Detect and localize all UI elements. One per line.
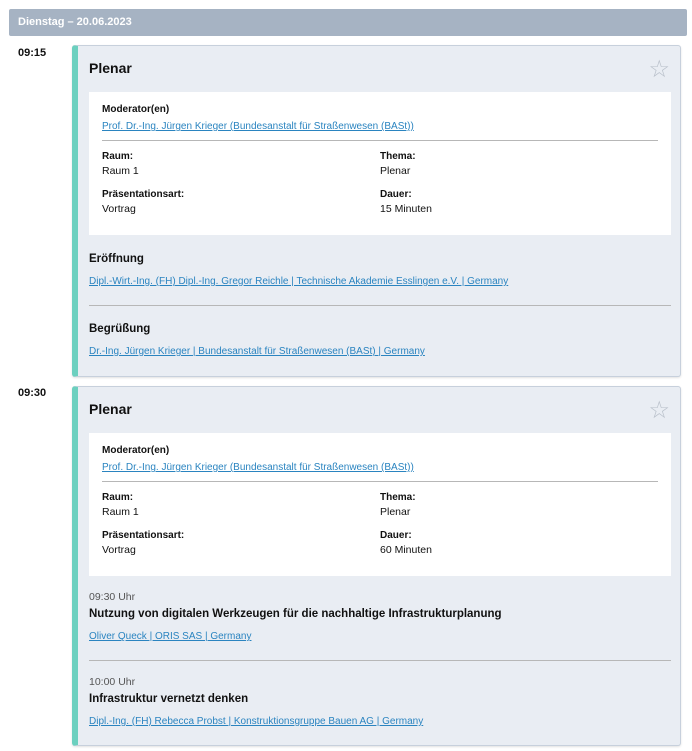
- session-card: [72, 386, 681, 746]
- room-value: Raum 1: [102, 506, 139, 518]
- talk-item: [89, 591, 671, 644]
- talk-item: [89, 253, 671, 289]
- star-icon[interactable]: ☆: [648, 397, 670, 424]
- duration-label: Dauer:: [380, 530, 412, 541]
- moderator-link[interactable]: Prof. Dr.-Ing. Jürgen Krieger (Bundesanstalt für Straßenwesen (BASt)): [102, 462, 414, 473]
- session-title: Plenar: [89, 60, 132, 76]
- room-label: Raum:: [102, 492, 134, 503]
- session-time: 09:30: [18, 387, 47, 399]
- duration-value: 15 Minuten: [380, 203, 432, 215]
- session-time: 09:15: [18, 47, 47, 59]
- divider: [89, 305, 671, 306]
- session-info-panel: [89, 433, 671, 576]
- session-title: Plenar: [89, 401, 132, 417]
- room-value: Raum 1: [102, 165, 139, 177]
- talk-time: 09:30 Uhr: [89, 591, 136, 603]
- topic-value: Plenar: [380, 165, 411, 177]
- talk-time: 10:00 Uhr: [89, 676, 136, 688]
- speaker-link[interactable]: Oliver Queck | ORIS SAS | Germany: [89, 631, 252, 642]
- topic-value: Plenar: [380, 506, 411, 518]
- room-label: Raum:: [102, 151, 134, 162]
- moderator-label: Moderator(en): [102, 445, 170, 456]
- speaker-link[interactable]: Dr.-Ing. Jürgen Krieger | Bundesanstalt für Straßenwesen (BASt) | Germany: [89, 346, 425, 357]
- session-info-panel: [89, 92, 671, 235]
- talk-title: Infrastruktur vernetzt denken: [89, 693, 249, 705]
- day-header: Dienstag – 20.06.2023: [9, 9, 687, 36]
- talk-title: Nutzung von digitalen Werkzeugen für die nachhaltige Infrastrukturplanung: [89, 608, 502, 620]
- star-icon[interactable]: ☆: [648, 56, 670, 83]
- duration-label: Dauer:: [380, 189, 412, 200]
- duration-value: 60 Minuten: [380, 544, 432, 556]
- moderator-label: Moderator(en): [102, 104, 170, 115]
- presentation-type-value: Vortrag: [102, 544, 136, 556]
- presentation-type-label: Präsentationsart:: [102, 189, 185, 200]
- presentation-type-label: Präsentationsart:: [102, 530, 185, 541]
- topic-label: Thema:: [380, 151, 416, 162]
- talk-item: [89, 676, 671, 729]
- speaker-link[interactable]: Dipl.-Wirt.-Ing. (FH) Dipl.-Ing. Gregor Reichle | Technische Akademie Esslingen e.V. | Germany: [89, 276, 509, 287]
- presentation-type-value: Vortrag: [102, 203, 136, 215]
- speaker-link[interactable]: Dipl.-Ing. (FH) Rebecca Probst | Konstruktionsgruppe Bauen AG | Germany: [89, 716, 424, 727]
- session-card: [72, 45, 681, 377]
- topic-label: Thema:: [380, 492, 416, 503]
- moderator-link[interactable]: Prof. Dr.-Ing. Jürgen Krieger (Bundesanstalt für Straßenwesen (BASt)): [102, 121, 414, 132]
- divider: [89, 660, 671, 661]
- talk-item: [89, 323, 671, 359]
- talk-title: Eröffnung: [89, 253, 144, 265]
- talk-title: Begrüßung: [89, 323, 151, 335]
